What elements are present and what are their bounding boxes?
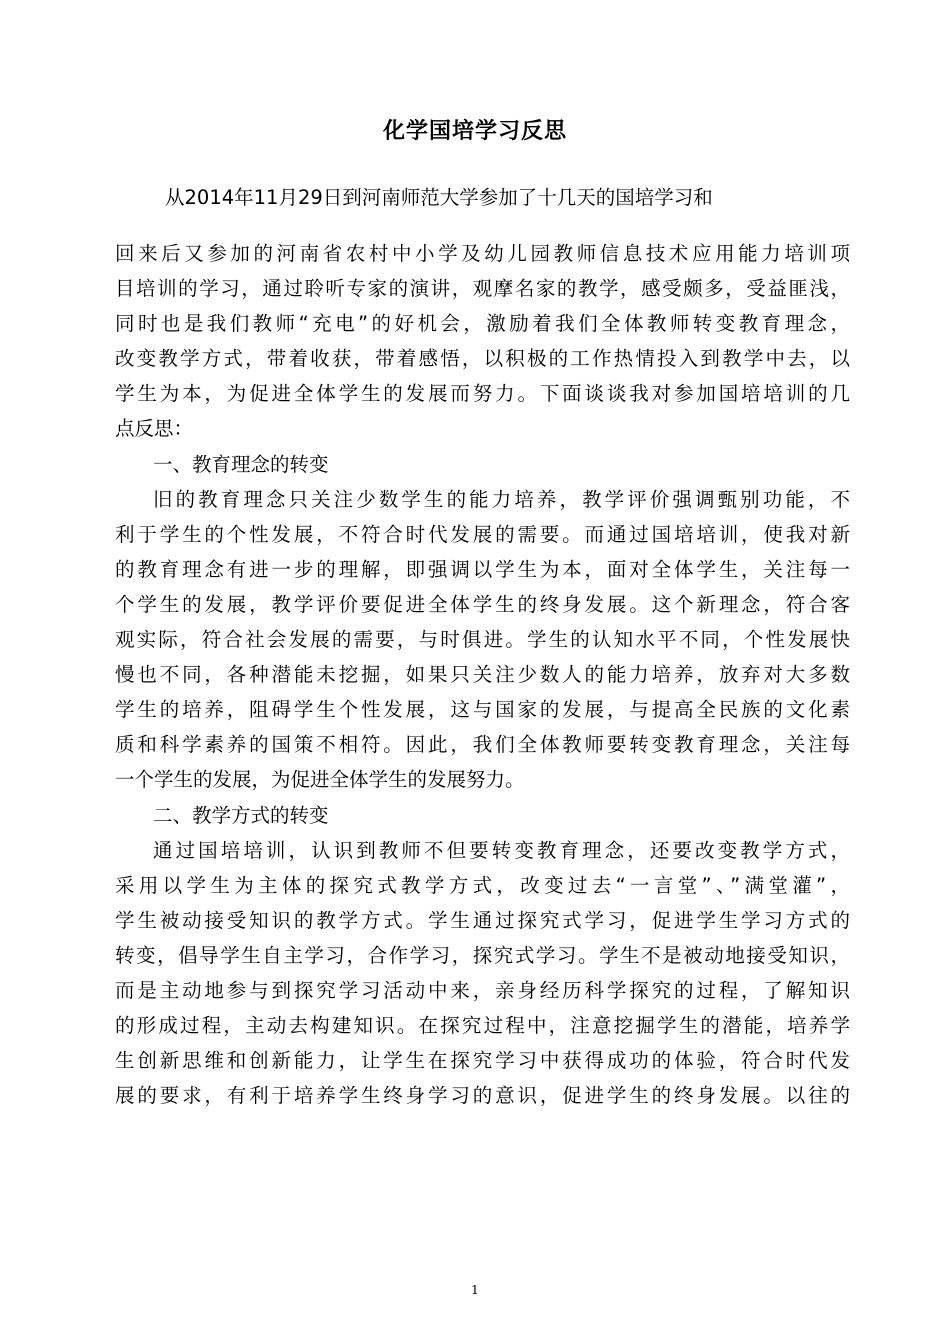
text-line: 通过国培培训，认识到教师不但要转变教育理念，还要改变教学方式， [153,838,850,862]
text-line: 旧的教育理念只关注少数学生的能力培养，教学评价强调甄别功能，不 [153,487,850,511]
intro-first-line: 从2014年11月29日到河南师范大学参加了十几天的国培学习和 [165,186,713,209]
text-line: 学生的培养，阻碍学生个性发展，这与国家的发展，与提高全民族的文化素 [115,698,850,722]
section-heading-1: 一、教育理念的转变 [153,452,329,476]
text-line: 个学生的发展，教学评价要促进全体学生的终身发展。这个新理念，符合客 [115,592,850,616]
text-line: 的形成过程，主动去构建知识。在探究过程中，注意挖掘学生的潜能，培养学 [115,1014,850,1038]
text-line: 慢也不同，各种潜能未挖掘，如果只关注少数人的能力培养，放弃对大多数 [115,663,850,687]
body-text [115,236,850,1113]
text-line: 学生被动接受知识的教学方式。学生通过探究式学习，促进学生学习方式的 [115,908,850,932]
text-line: 改变教学方式，带着收获，带着感悟，以积极的工作热情投入到教学中去，以 [115,347,850,371]
text-line: 生创新思维和创新能力，让学生在探究学习中获得成功的体验，符合时代发 [115,1049,850,1073]
text-line: 采用以学生为主体的探究式教学方式，改变过去“一言堂”、”满堂灌”， [115,873,850,897]
text-line: 质和科学素养的国策不相符。因此，我们全体教师要转变教育理念，关注每 [115,733,850,757]
text-line: 利于学生的个性发展，不符合时代发展的需要。而通过国培培训，使我对新 [115,522,850,546]
text-line: 观实际，符合社会发展的需要，与时俱进。学生的认知水平不同，个性发展快 [115,628,850,652]
text-line: 而是主动地参与到探究学习活动中来，亲身经历科学探究的过程，了解知识 [115,978,850,1002]
text-line: 目培训的学习，通过聆听专家的演讲，观摩名家的教学，感受颇多，受益匪浅， [115,277,850,301]
text-line: 转变，倡导学生自主学习，合作学习，探究式学习。学生不是被动地接受知识， [115,943,850,967]
text-line: 点反思： [115,417,194,441]
page-number: 1 [471,1283,479,1297]
text-line: 一个学生的发展，为促进全体学生的发展努力。 [115,768,525,792]
text-line: 同时也是我们教师“充电”的好机会，激励着我们全体教师转变教育理念， [115,312,850,336]
section-heading-2: 二、教学方式的转变 [153,803,329,827]
text-line: 回来后又参加的河南省农村中小学及幼儿园教师信息技术应用能力培训项 [115,242,850,265]
text-line: 展的要求，有利于培养学生终身学习的意识，促进学生的终身发展。以往的 [115,1084,850,1108]
document-title: 化学国培学习反思 [382,119,567,144]
text-line: 的教育理念有进一步的理解，即强调以学生为本，面对全体学生，关注每一 [115,557,850,581]
text-line: 学生为本，为促进全体学生的发展而努力。下面谈谈我对参加国培培训的几 [115,382,850,406]
